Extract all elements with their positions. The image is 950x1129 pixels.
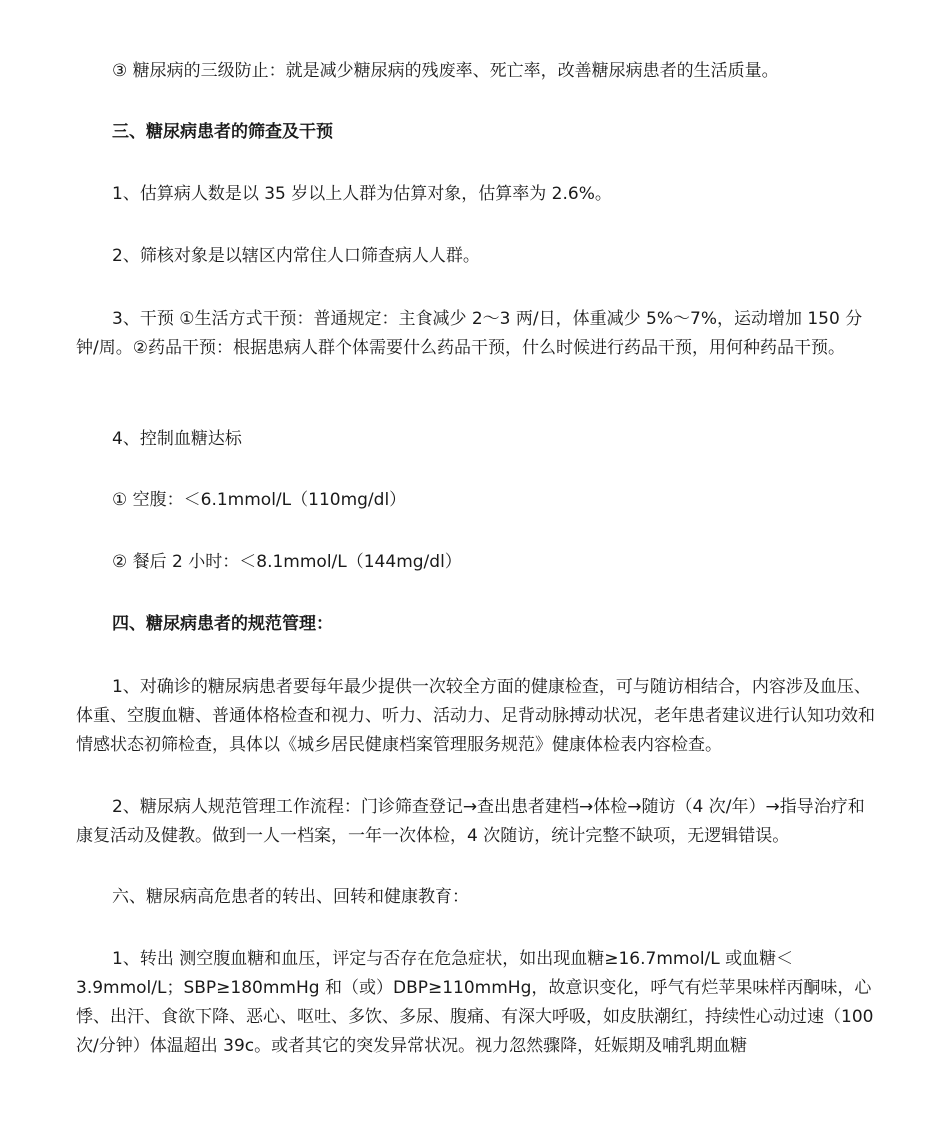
paragraph-estimate: 1、估算病人数是以 35 岁以上人群为估算对象，估算率为 2.6%。	[112, 184, 612, 204]
paragraph-referral: 1、转出 测空腹血糖和血压，评定与否存在危急症状，如出现血糖≥16.7mmol/L 或血糖＜3.9mmol/L；SBP≥180mmHg 和（或）DBP≥110mmHg，故意识变化，呼气有烂苹果味样丙酮味，心悸、出汗、食欲下降、恶心、呕吐、多饮、多尿、腹痛、有深大呼吸，如皮肤潮红，持续性心动过速（100 次/分钟）体温超出 39c。或者其它的突发异常状况。视力忽然骤降，妊娠期及哺乳期血糖	[76, 949, 874, 1056]
paragraph-health-check: 1、对确诊的糖尿病患者要每年最少提供一次较全方面的健康检查，可与随访相结合，内容涉及血压、体重、空腹血糖、普通体格检查和视力、听力、活动力、足背动脉搏动状况，老年患者建议进行认知功效和情感状态初筛检查，具体以《城乡居民健康档案管理服务规范》健康体检表内容检查。	[76, 677, 875, 755]
paragraph-screening-target: 2、筛核对象是以辖区内常住人口筛查病人人群。	[112, 246, 480, 266]
paragraph-fasting: ① 空腹：＜6.1mmol/L（110mg/dl）	[112, 490, 407, 510]
section-heading-referral: 六、糖尿病高危患者的转出、回转和健康教育：	[112, 887, 469, 907]
section-heading-screening: 三、糖尿病患者的筛查及干预	[112, 122, 333, 142]
paragraph-workflow: 2、糖尿病人规范管理工作流程：门诊筛查登记→查出患者建档→体检→随访（4 次/年）→指导治疗和康复活动及健教。做到一人一档案，一年一次体检，4 次随访，统计完整不缺项，无逻辑错误。	[76, 797, 865, 846]
paragraph-intervention: 3、干预 ①生活方式干预：普通规定：主食减少 2～3 两/日，体重减少 5%～7%，运动增加 150 分钟/周。②药品干预：根据患病人群个体需要什么药品干预，什么时候进行药品干预，用何种药品干预。	[76, 309, 863, 358]
section-heading-management: 四、糖尿病患者的规范管理：	[112, 614, 333, 634]
paragraph-tertiary-prevention: ③ 糖尿病的三级防止：就是减少糖尿病的残废率、死亡率，改善糖尿病患者的生活质量。	[112, 61, 779, 81]
paragraph-postprandial: ② 餐后 2 小时：＜8.1mmol/L（144mg/dl）	[112, 552, 462, 572]
paragraph-glucose-control: 4、控制血糖达标	[112, 429, 242, 449]
